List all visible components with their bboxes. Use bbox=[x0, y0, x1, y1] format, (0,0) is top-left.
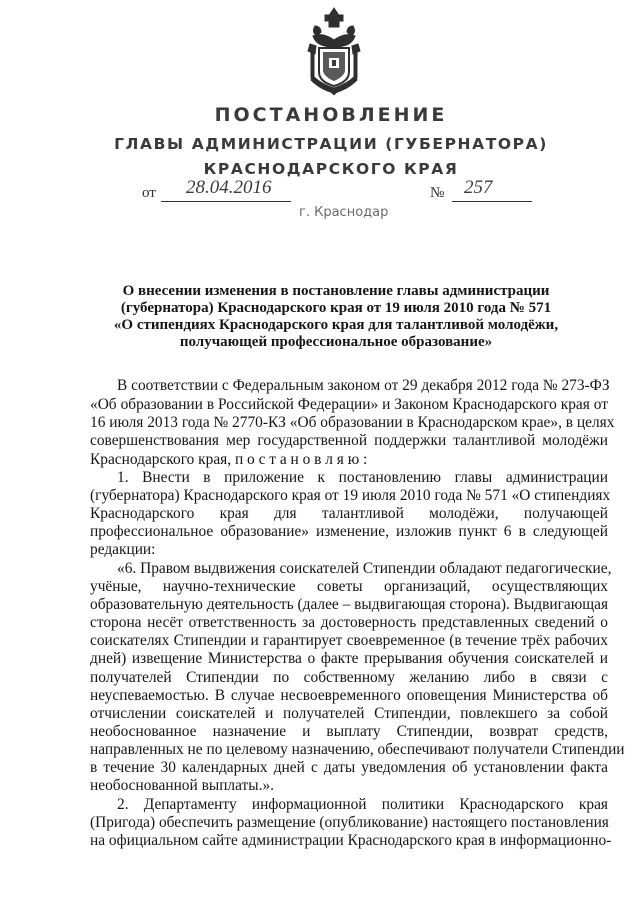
body-line: необоснованное назначение и выплату Стипендии, возврат средств, bbox=[90, 723, 608, 740]
body-line: (губернатора) Краснодарского края от 19 июля 2010 года № 571 «О стипендиях bbox=[90, 487, 611, 504]
subject-line: получающей профессиональное образование» bbox=[179, 334, 493, 350]
body-line: 1. Внести в приложение к постановлению главы администрации bbox=[117, 469, 608, 486]
body-line: в течение 30 календарных дней с даты уведомления об установлении факта bbox=[90, 759, 608, 776]
date-underline bbox=[161, 201, 291, 202]
number-underline bbox=[452, 201, 532, 202]
issuing-authority-line-2: КРАСНОДАРСКОГО КРАЯ bbox=[203, 160, 459, 178]
document-type-title: ПОСТАНОВЛЕНИЕ bbox=[214, 104, 448, 126]
body-line: Краснодарского края для талантливой молодёжи, получающей bbox=[90, 505, 608, 522]
date-prefix: от bbox=[142, 185, 156, 201]
coat-of-arms-emblem bbox=[305, 6, 363, 96]
body-line: соискателях Стипендии и гарантирует своевременное (в течение трёх рабочих bbox=[90, 632, 608, 649]
body-line: В соответствии с Федеральным законом от 29 декабря 2012 года № 273-ФЗ bbox=[117, 377, 610, 394]
body-line: профессиональное образование» изменение, изложив пункт 6 в следующей bbox=[90, 523, 608, 540]
city-name: г. Краснодар bbox=[299, 205, 389, 220]
body-line: отчислении соискателей и получателей Стипендии, повлекшего за собой bbox=[90, 705, 608, 722]
body-line: необоснованной выплаты.». bbox=[90, 777, 274, 794]
number-handwritten: 257 bbox=[464, 177, 493, 198]
body-line: неуспеваемостью. В случае несвоевременного оповещения Министерства об bbox=[90, 687, 608, 704]
body-line: дней) извещение Министерства о факте прерывания обучения соискателей и bbox=[90, 650, 608, 667]
body-line: Краснодарского края, п о с т а н о в л я ю : bbox=[90, 451, 368, 468]
body-line: образовательную деятельность (далее – выдвигающая сторона). Выдвигающая bbox=[90, 596, 609, 613]
body-line: учёные, научно-технические советы организаций, осуществляющих bbox=[90, 578, 608, 595]
body-line: направленных не по целевому назначению, обеспечивают получатели Стипендии bbox=[90, 741, 625, 758]
subject-line: «О стипендиях Краснодарского края для талантливой молодёжи, bbox=[113, 317, 559, 333]
body-line: 2. Департаменту информационной политики Краснодарского края bbox=[117, 796, 608, 813]
subject-line: (губернатора) Краснодарского края от 19 июля 2010 года № 571 bbox=[120, 300, 552, 316]
body-line: «6. Правом выдвижения соискателей Стипендии обладают педагогические, bbox=[117, 560, 612, 577]
body-line: сторона несёт ответственность за достоверность представленных сведений о bbox=[90, 614, 608, 631]
date-handwritten: 28.04.2016 bbox=[186, 177, 272, 198]
body-line: (Пригода) обеспечить размещение (опубликование) настоящего постановления bbox=[90, 814, 609, 831]
body-line: редакции: bbox=[90, 541, 156, 558]
subject-line: О внесении изменения в постановление главы администрации bbox=[122, 283, 550, 299]
body-line: «Об образовании в Российской Федерации» и Законом Краснодарского края от bbox=[90, 396, 608, 413]
body-line: получателей Стипендии по собственному желанию либо в связи с bbox=[90, 669, 608, 686]
body-line: 16 июля 2013 года № 2770-КЗ «Об образовании в Краснодарском крае», в целях bbox=[90, 414, 615, 431]
issuing-authority-line-1: ГЛАВЫ АДМИНИСТРАЦИИ (ГУБЕРНАТОРА) bbox=[114, 135, 548, 153]
number-prefix: № bbox=[430, 185, 445, 201]
body-line: на официальном сайте администрации Краснодарского края в информационно- bbox=[90, 832, 612, 849]
body-line: совершенствования мер государственной поддержки талантливой молодёжи bbox=[90, 432, 608, 449]
